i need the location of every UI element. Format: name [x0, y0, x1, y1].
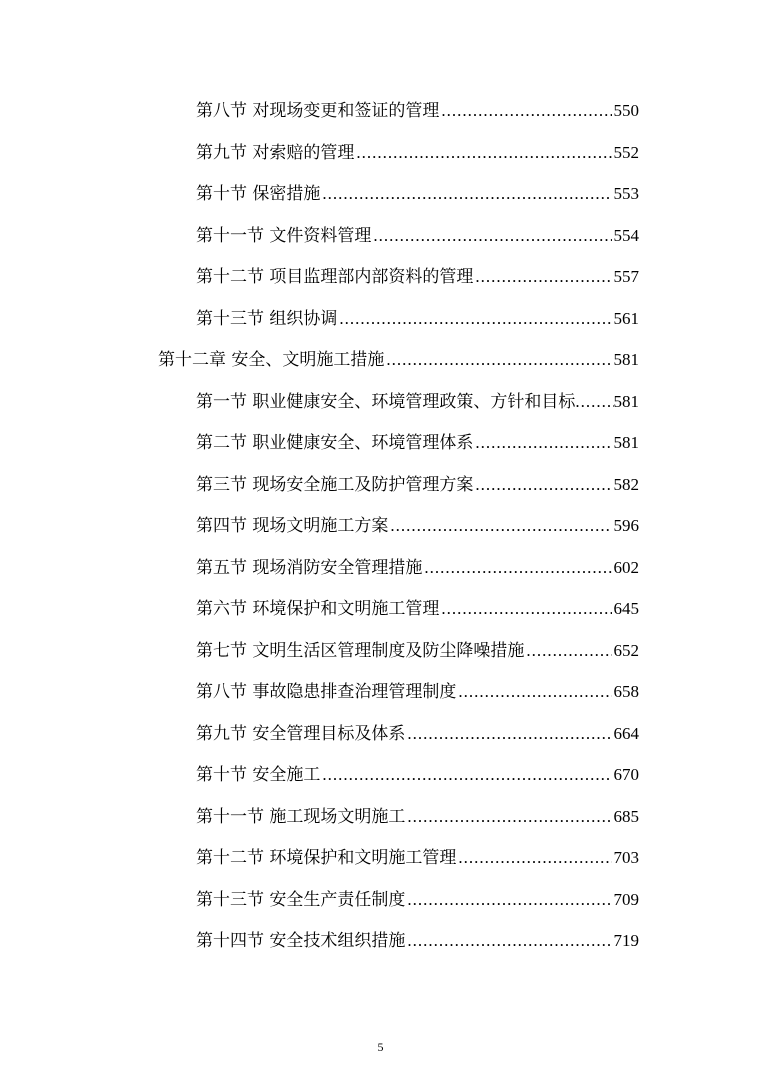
table-of-contents: [0, 90, 761, 962]
toc-dot-leader: [441, 90, 611, 132]
toc-entry-title: 第五节 现场消防安全管理措施: [196, 557, 423, 578]
toc-entry-page: 709: [613, 889, 639, 909]
toc-dot-leader: [458, 671, 611, 713]
toc-dot-leader: [475, 256, 611, 298]
toc-dot-leader: [407, 713, 611, 755]
toc-entry-title: 第九节 对索赔的管理: [196, 142, 355, 163]
toc-dot-leader: [475, 464, 611, 506]
toc-dot-leader: [390, 505, 611, 547]
toc-entry-page: 652: [613, 640, 639, 660]
toc-entry-page: 602: [613, 557, 639, 577]
toc-entry-page: 550: [613, 101, 639, 120]
toc-entry[interactable]: [196, 671, 639, 713]
toc-entry-title: 第十三节 组织协调: [196, 308, 338, 329]
toc-entry-page: 581: [613, 433, 639, 452]
toc-dot-leader: [424, 547, 611, 589]
toc-entry[interactable]: [196, 505, 639, 547]
toc-entry[interactable]: [196, 464, 639, 506]
toc-dot-leader: [441, 588, 611, 630]
toc-dot-leader: [356, 132, 611, 174]
toc-dot-leader: [475, 422, 611, 464]
toc-entry[interactable]: [196, 588, 639, 630]
toc-entry-title: 第十二节 环境保护和文明施工管理: [196, 848, 457, 868]
toc-entry-title: 第四节 现场文明施工方案: [196, 516, 389, 536]
toc-entry[interactable]: [196, 381, 639, 423]
toc-entry-title: 第十四节 安全技术组织措施: [196, 931, 406, 951]
toc-chapter-entry[interactable]: [158, 339, 639, 381]
toc-entry-page: 553: [613, 184, 639, 203]
toc-entry-title: 第十二节 项目监理部内部资料的管理: [196, 267, 474, 287]
toc-entry-title: 第十二章 安全、文明施工措施: [158, 350, 385, 370]
toc-dot-leader: [373, 215, 611, 257]
toc-entry[interactable]: [196, 422, 639, 464]
toc-entry-page: 581: [613, 391, 639, 411]
toc-entry-title: 第十一节 文件资料管理: [196, 225, 372, 246]
toc-entry-page: 554: [613, 225, 639, 245]
toc-entry[interactable]: [196, 630, 639, 672]
toc-entry[interactable]: [196, 215, 639, 257]
toc-entry-page: 703: [613, 848, 639, 867]
toc-entry[interactable]: [196, 547, 639, 589]
toc-entry-page: 582: [613, 474, 639, 494]
toc-entry-title: 第八节 对现场变更和签证的管理: [196, 101, 440, 121]
toc-dot-leader: [322, 173, 611, 215]
toc-entry-page: 664: [613, 723, 639, 743]
toc-dot-leader: [322, 754, 611, 796]
toc-entry-title: 第三节 现场安全施工及防护管理方案: [196, 474, 474, 495]
toc-entry-title: 第九节 安全管理目标及体系: [196, 723, 406, 744]
toc-entry-title: 第十节 保密措施: [196, 184, 321, 204]
toc-dot-leader: [407, 879, 611, 921]
toc-entry[interactable]: [196, 173, 639, 215]
toc-entry-page: 719: [613, 931, 639, 950]
toc-entry-title: 第十节 安全施工: [196, 765, 321, 785]
toc-entry[interactable]: [196, 90, 639, 132]
toc-dot-leader: [407, 920, 611, 962]
toc-entry-title: 第八节 事故隐患排查治理管理制度: [196, 682, 457, 702]
toc-entry-page: 596: [613, 516, 639, 535]
toc-entry[interactable]: [196, 256, 639, 298]
toc-entry[interactable]: [196, 920, 639, 962]
toc-dot-leader: [386, 339, 611, 381]
page-number: 5: [377, 1040, 384, 1054]
toc-entry-page: 581: [613, 350, 639, 369]
toc-entry-title: 第六节 环境保护和文明施工管理: [196, 599, 440, 619]
toc-entry[interactable]: [196, 837, 639, 879]
toc-entry-title: 第一节 职业健康安全、环境管理政策、方针和目标: [196, 391, 576, 412]
toc-entry[interactable]: [196, 713, 639, 755]
toc-entry-title: 第十三节 安全生产责任制度: [196, 889, 406, 910]
toc-entry-page: 552: [613, 142, 639, 162]
toc-entry-title: 第七节 文明生活区管理制度及防尘降噪措施: [196, 640, 525, 661]
toc-dot-leader: [458, 837, 611, 879]
toc-entry[interactable]: [196, 796, 639, 838]
toc-entry-page: 561: [613, 308, 639, 328]
toc-entry-page: 645: [613, 599, 639, 618]
toc-entry-page: 557: [613, 267, 639, 286]
toc-entry-page: 670: [613, 765, 639, 784]
toc-dot-leader: [526, 630, 611, 672]
toc-entry[interactable]: [196, 754, 639, 796]
toc-entry[interactable]: [196, 879, 639, 921]
toc-entry-title: 第十一节 施工现场文明施工: [196, 806, 406, 827]
toc-dot-leader: [407, 796, 611, 838]
toc-entry-title: 第二节 职业健康安全、环境管理体系: [196, 433, 474, 453]
toc-dot-leader: [339, 298, 611, 340]
toc-entry-page: 685: [613, 806, 639, 826]
toc-entry[interactable]: [196, 132, 639, 174]
toc-dot-leader: [575, 381, 613, 423]
toc-entry-page: 658: [613, 682, 639, 701]
toc-entry[interactable]: [196, 298, 639, 340]
